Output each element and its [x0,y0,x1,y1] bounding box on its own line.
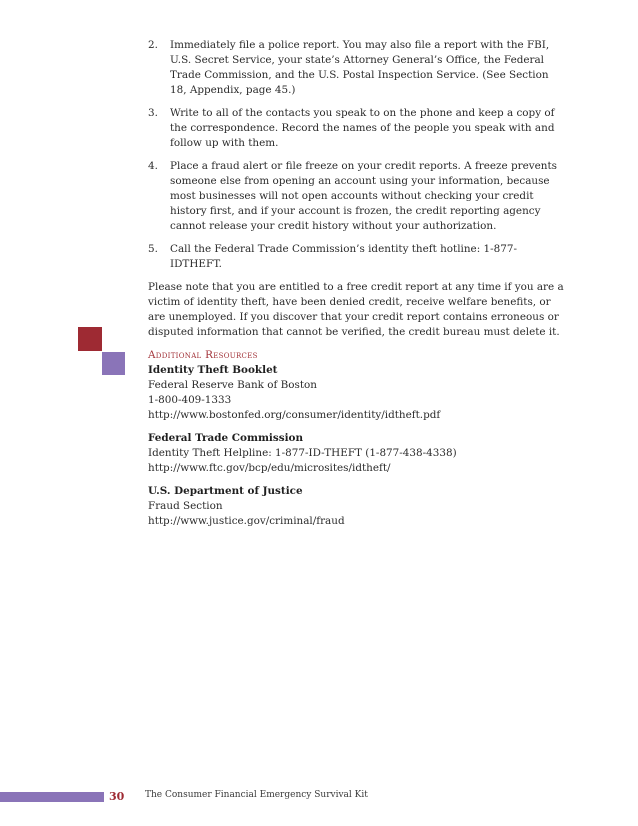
list-item [148,159,566,234]
page-number: 30 [109,790,125,803]
list-text: Place a fraud alert or file freeze on your credit reports. A freeze prevents someone else from opening an account using your information, because most businesses will not open accounts without checking your credit history first, and if your account is frozen, the credit reporting agency cannot release your credit history without your authorization. [170,160,557,232]
resource-block [148,363,566,423]
resource-url[interactable]: http://www.justice.gov/criminal/fraud [148,515,345,527]
resource-url[interactable]: http://www.ftc.gov/bcp/edu/microsites/idtheft/ [148,462,391,474]
list-number: 3. [148,107,158,119]
resource-line: Fraud Section [148,500,223,512]
list-item [148,38,566,98]
main-content [148,38,566,537]
list-item [148,106,566,151]
note-paragraph: Please note that you are entitled to a free credit report at any time if you are a victim of identity theft, have been denied credit, receive welfare benefits, or are unemployed. If you discover that your credit report contains erroneous or disputed information that cannot be verified, the credit bureau must delete it. [148,281,564,338]
list-number: 5. [148,243,158,255]
list-item [148,242,566,272]
resource-line: Federal Reserve Bank of Boston [148,379,317,391]
list-number: 2. [148,39,158,51]
list-number: 4. [148,160,158,172]
footer-accent-bar [0,792,104,802]
resource-line: Identity Theft Helpline: 1-877-ID-THEFT (1-877-438-4338) [148,447,457,459]
list-text: Write to all of the contacts you speak to on the phone and keep a copy of the correspondence. Record the names of the people you speak with and follow up with them. [170,107,555,149]
resources-heading: Additional Resources [148,349,258,361]
decorative-purple-square [102,352,125,375]
resource-title: Federal Trade Commission [148,432,304,444]
steps-list [148,38,566,272]
resource-block [148,431,566,476]
resource-title: Identity Theft Booklet [148,364,278,376]
resource-url[interactable]: http://www.bostonfed.org/consumer/identity/idtheft.pdf [148,409,441,421]
list-text: Call the Federal Trade Commission’s identity theft hotline: 1-877-IDTHEFT. [170,243,517,270]
footer-title: The Consumer Financial Emergency Survival Kit [145,790,368,800]
resource-phone: 1-800-409-1333 [148,394,232,406]
list-text: Immediately file a police report. You may also file a report with the FBI, U.S. Secret Service, your state’s Attorney General’s Office, the Federal Trade Commission, and the U.S. Postal Inspection Service. (See Section 18, Appendix, page 45.) [170,39,550,96]
resource-block [148,484,566,529]
resource-title: U.S. Department of Justice [148,485,303,497]
decorative-red-square [78,327,102,351]
